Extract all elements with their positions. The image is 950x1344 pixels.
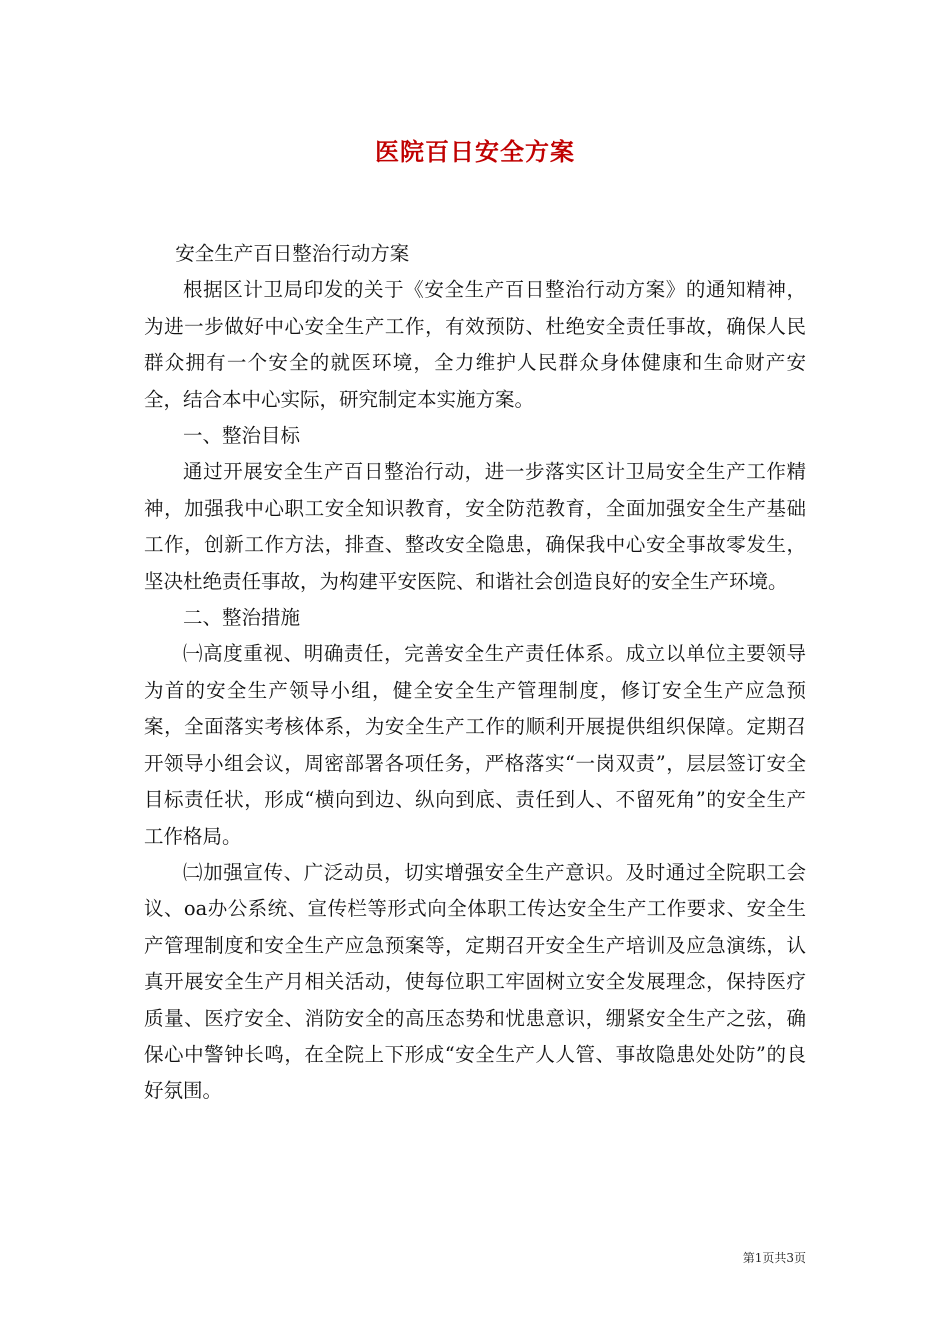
intro-paragraph: 根据区计卫局印发的关于《安全生产百日整治行动方案》的通知精神，为进一步做好中心安全生产工作，有效预防、杜绝安全责任事故，确保人民群众拥有一个安全的就医环境，全力维护人民群众身体健康和生命财产安全，结合本中心实际，研究制定本实施方案。	[144, 278, 806, 411]
measure-1-paragraph: ㈠高度重视、明确责任，完善安全生产责任体系。成立以单位主要领导为首的安全生产领导小组，健全安全生产管理制度，修订安全生产应急预案，全面落实考核体系，为安全生产工作的顺利开展提供组织保障。定期召开领导小组会议，周密部署各项任务，严格落实“一岗双责”，层层签订安全目标责任状，形成“横向到边、纵向到底、责任到人、不留死角”的安全生产工作格局。	[144, 642, 806, 848]
measure-2-paragraph: ㈡加强宣传、广泛动员，切实增强安全生产意识。及时通过全院职工会议、oa办公系统、宣传栏等形式向全体职工传达安全生产工作要求、安全生产管理制度和安全生产应急预案等，定期召开安全生产培训及应急演练，认真开展安全生产月相关活动，使每位职工牢固树立安全发展理念，保持医疗质量、医疗安全、消防安全的高压态势和忧患意识，绷紧安全生产之弦，确保心中警钟长鸣，在全院上下形成“安全生产人人管、事故隐患处处防”的良好氛围。	[144, 860, 806, 1103]
subtitle-paragraph: 安全生产百日整治行动方案	[175, 242, 410, 265]
goals-paragraph: 通过开展安全生产百日整治行动，进一步落实区计卫局安全生产工作精神，加强我中心职工安全知识教育，安全防范教育，全面加强安全生产基础工作，创新工作方法，排查、整改安全隐患，确保我中心安全事故零发生，坚决杜绝责任事故，为构建平安医院、和谐社会创造良好的安全生产环境。	[144, 460, 806, 593]
document-title: 医院百日安全方案	[375, 137, 575, 166]
page-footer	[743, 1249, 806, 1266]
section-heading-goals: 一、整治目标	[183, 424, 301, 448]
document-body	[144, 236, 806, 1110]
section-heading-measures: 二、整治措施	[183, 606, 301, 630]
page-number: 第1页共3页	[742, 1251, 806, 1265]
